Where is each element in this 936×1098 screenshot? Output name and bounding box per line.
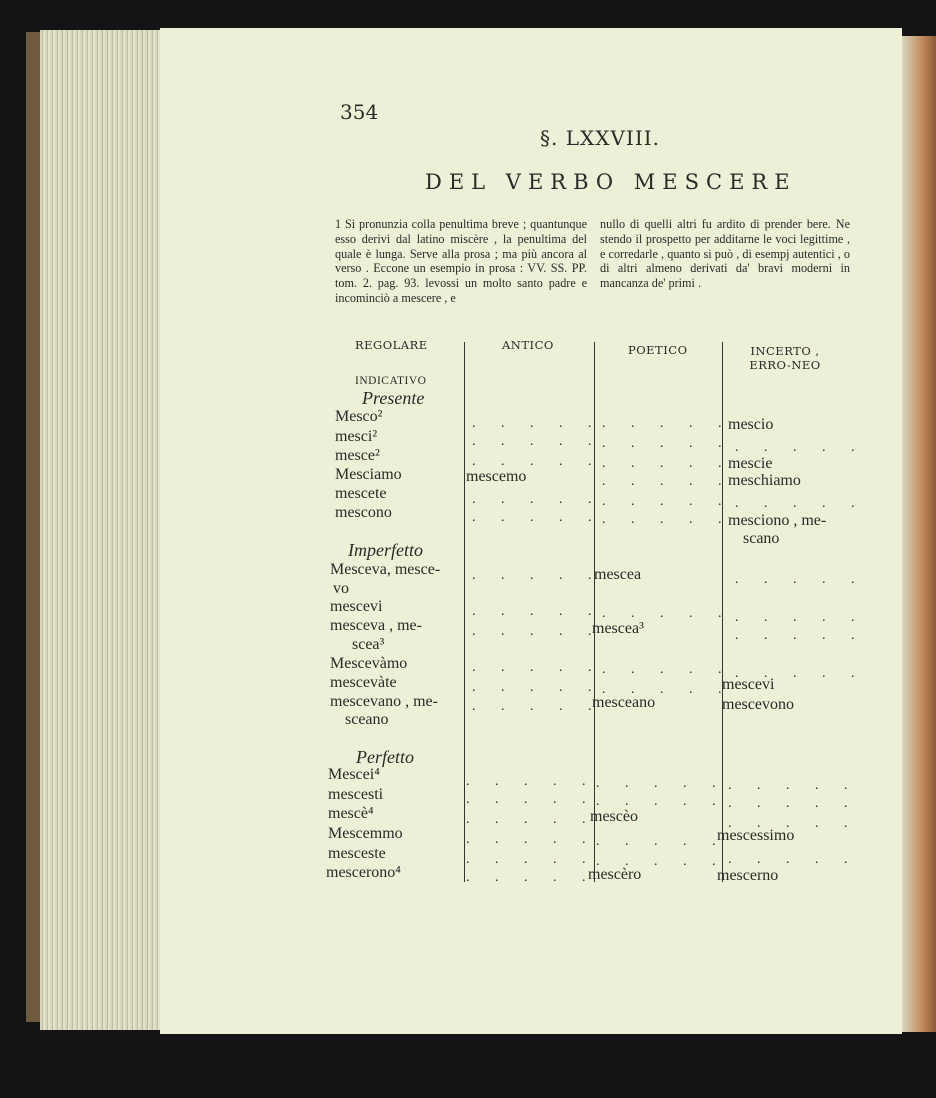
empty-dots: . . . . . [472,454,603,469]
form-incerto: mesciono , me- [728,512,827,529]
empty-dots: . . . . . [728,778,859,793]
empty-dots: . . . . . [466,774,597,789]
form-incerto: mescessimo [717,827,795,844]
form-regolare: mescete [335,485,387,502]
empty-dots: . . . . . [472,699,603,714]
form-incerto: mescevi [722,676,775,693]
empty-dots: . . . . . [472,510,603,525]
tense-presente: Presente [362,388,425,408]
form-poetico: mescèo [590,808,638,825]
form-regolare: vo [333,580,349,597]
form-poetico: mescea [594,566,642,583]
empty-dots: . . . . . [472,624,603,639]
empty-dots: . . . . . [472,568,603,583]
empty-dots: . . . . . [466,792,597,807]
form-regolare: Mescemmo [328,825,403,842]
form-incerto: scano [743,530,780,547]
form-regolare: Mescevàmo [330,655,408,672]
header-incerto: INCERTO , ERRO-NEO [749,344,821,372]
empty-dots: . . . . . [728,852,859,867]
facing-page-edge [902,36,936,1032]
empty-dots: . . . . . [735,666,866,681]
section-heading: §. LXXVIII. [540,126,660,150]
empty-dots: . . . . . [602,606,733,621]
form-regolare: mescevàte [330,674,397,691]
empty-dots: . . . . . [735,628,866,643]
empty-dots: . . . . . [466,832,597,847]
form-incerto: mescevono [722,696,794,713]
empty-dots: . . . . . [735,572,866,587]
form-incerto: meschiamo [728,472,801,489]
empty-dots: . . . . . [472,492,603,507]
form-regolare: Mesciamo [335,466,402,483]
empty-dots: . . . . . [735,496,866,511]
empty-dots: . . . . . [596,776,727,791]
form-regolare: mesci² [335,428,378,445]
form-regolare: mescesti [328,786,384,803]
empty-dots: . . . . . [602,436,733,451]
empty-dots: . . . . . [728,796,859,811]
form-regolare: mescevano , me- [330,693,438,710]
empty-dots: . . . . . [602,662,733,677]
form-regolare: Mesco² [335,408,383,425]
empty-dots: . . . . . [596,834,727,849]
header-antico: ANTICO [502,338,554,352]
form-incerto: mescerno [717,867,779,884]
form-regolare: mescerono⁴ [326,864,401,881]
page-number: 354 [340,100,379,124]
empty-dots: . . . . . [472,680,603,695]
empty-dots: . . . . . [472,416,603,431]
column-rule [464,342,465,882]
intro-paragraph-left: 1 Si pronunzia colla penultima breve ; quantunque esso derivi dal latino miscère , la penultima del quale è lunga. Serve alla prosa ; ma più ancora al verso . Eccone un esempio in prosa : VV. SS. PP. tom. 2. pag. 93. levossi un molto santo padre e incominciò a mescere , e [335,217,587,305]
form-regolare: Mesceva, mesce- [330,561,441,578]
form-regolare: mesceste [328,845,386,862]
form-incerto: mescie [728,455,773,472]
form-regolare: scea³ [352,636,385,653]
empty-dots: . . . . . [602,682,733,697]
form-poetico: mescea³ [592,620,644,637]
form-regolare: sceano [345,711,389,728]
empty-dots: . . . . . [728,816,859,831]
mood-label: INDICATIVO [355,375,427,387]
empty-dots: . . . . . [602,512,733,527]
empty-dots: . . . . . [596,794,727,809]
form-incerto: mescio [728,416,774,433]
tense-imperfetto: Imperfetto [348,540,423,560]
form-regolare: mesce² [335,447,380,464]
tense-perfetto: Perfetto [356,747,414,767]
empty-dots: . . . . . [466,870,597,885]
empty-dots: . . . . . [602,494,733,509]
empty-dots: . . . . . [472,660,603,675]
form-regolare: mescevi [330,598,383,615]
empty-dots: . . . . . [472,434,603,449]
intro-paragraph-right: nullo di quelli altri fu ardito di prender bere. Ne stendo il prospetto per additarne le voci legittime , e corredarle , quanto si può , di esempj autentici , o di altri almeno derivati da' bravi moderni in mancanza de' primi . [600,217,850,291]
empty-dots: . . . . . [466,812,597,827]
empty-dots: . . . . . [472,604,603,619]
page-title: DEL VERBO MESCERE [425,170,797,194]
empty-dots: . . . . . [602,474,733,489]
form-poetico: mescèro [588,866,642,883]
form-regolare: mescono [335,504,392,521]
form-regolare: mescè⁴ [328,805,374,822]
header-poetico: POETICO [628,343,688,357]
empty-dots: . . . . . [466,852,597,867]
empty-dots: . . . . . [596,854,727,869]
form-regolare: mesceva , me- [330,617,422,634]
form-antico: mescemo [466,468,527,485]
header-regolare: REGOLARE [355,338,428,352]
empty-dots: . . . . . [735,610,866,625]
page-edges [40,30,170,1030]
empty-dots: . . . . . [602,416,733,431]
form-poetico: mesceano [592,694,656,711]
empty-dots: . . . . . [735,440,866,455]
form-regolare: Mescei⁴ [328,766,380,783]
empty-dots: . . . . . [602,456,733,471]
